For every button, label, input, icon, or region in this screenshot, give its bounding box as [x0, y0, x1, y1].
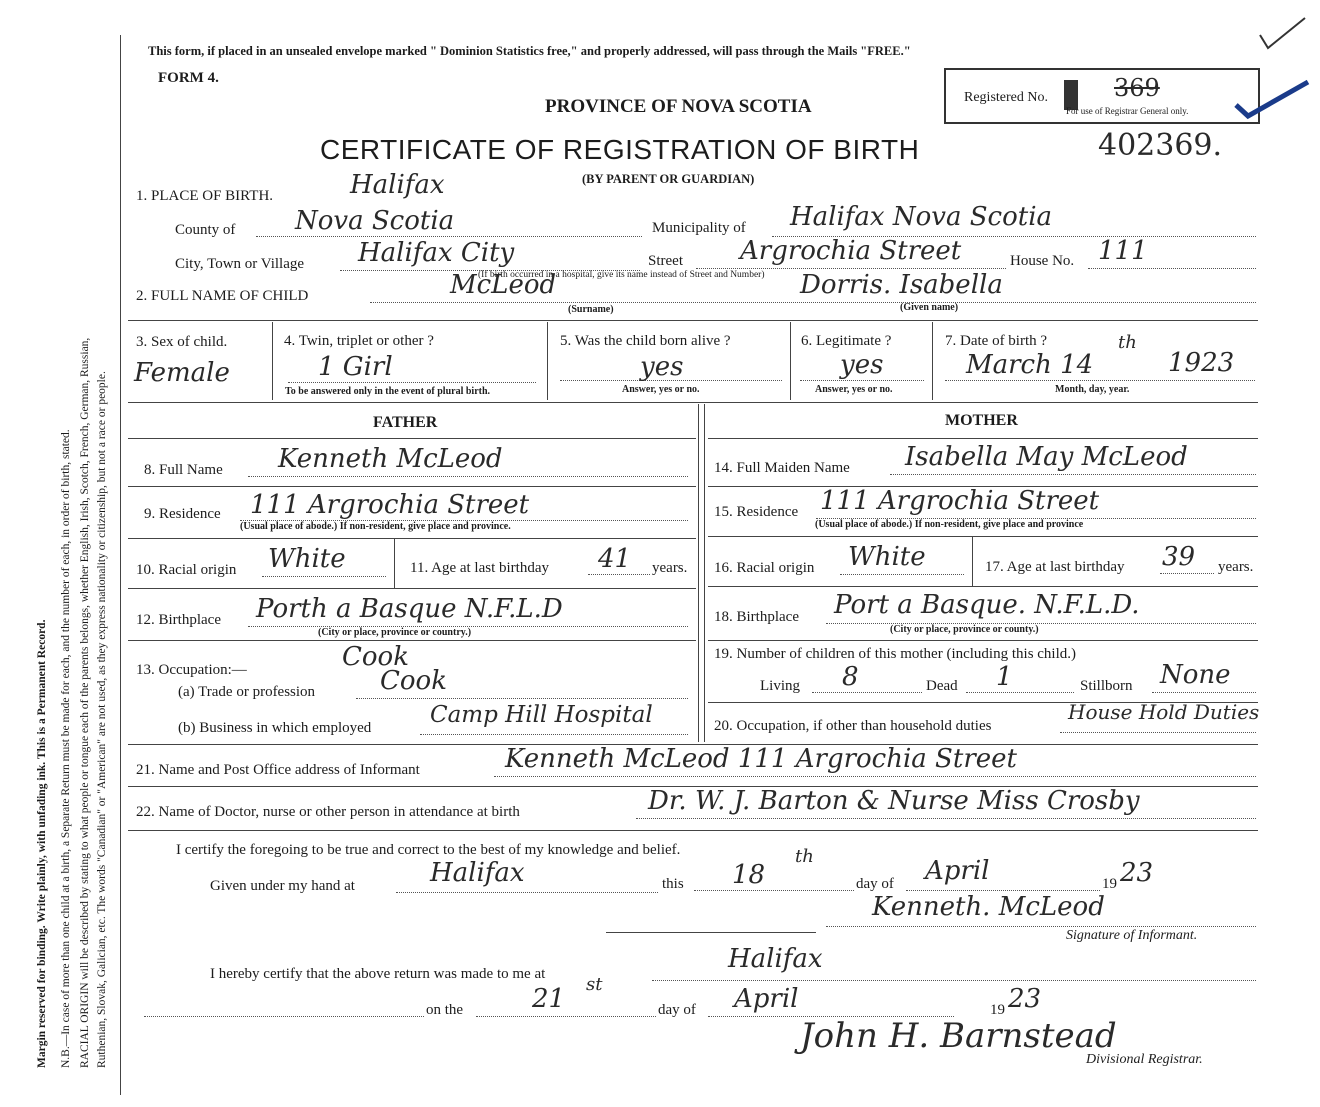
dob-value: March 14 [966, 350, 1094, 380]
registrar-day: 21 [532, 984, 566, 1014]
province-heading: PROVINCE OF NOVA SCOTIA [545, 96, 812, 117]
twin-label: 4. Twin, triplet or other ? [284, 333, 434, 349]
informant-label: 21. Name and Post Office address of Informant [136, 762, 420, 778]
registered-value: 369 [1114, 74, 1160, 102]
registrar-month: April [734, 984, 799, 1014]
twin-note: To be answered only in the event of plural birth. [285, 386, 491, 397]
sex-value: Female [134, 358, 230, 388]
margin-note-3: RACIAL ORIGIN will be described by stating to what people or tongue each of the parents belongs, whether English, Irish, Scotch, French, German, Russian, [79, 337, 91, 1068]
father-birthplace-label: 12. Birthplace [136, 612, 221, 628]
mother-name-label: 14. Full Maiden Name [714, 460, 850, 476]
father-race-label: 10. Racial origin [136, 562, 237, 578]
children-count-label: 19. Number of children of this mother (including this child.) [714, 646, 1077, 662]
binding-margin-line [120, 35, 121, 1095]
mother-residence: 111 Argrochia Street [820, 486, 1100, 516]
mother-occupation-label: 20. Occupation, if other than household duties [714, 718, 992, 734]
doctor-label: 22. Name of Doctor, nurse or other person in attendance at birth [136, 804, 520, 820]
mother-occupation: House Hold Duties [1068, 700, 1260, 724]
father-age-label: 11. Age at last birthday [410, 560, 549, 576]
registrar-on-label: on the [426, 1002, 464, 1018]
legitimate-value: yes [840, 350, 884, 380]
given-dayof-label: day of [856, 876, 894, 892]
certificate-title: CERTIFICATE OF REGISTRATION OF BIRTH [320, 134, 920, 165]
alive-value: yes [640, 352, 684, 382]
father-occupation-label: 13. Occupation:— [136, 662, 247, 678]
father-residence: 111 Argrochia Street [250, 490, 530, 520]
alive-label: 5. Was the child born alive ? [560, 333, 731, 349]
father-occupation: Cook [342, 642, 409, 672]
father-name-label: 8. Full Name [144, 462, 223, 478]
registered-box [944, 68, 1260, 124]
father-birthplace-note: (City or place, province or country.) [318, 627, 472, 638]
father-birthplace: Porth a Basque N.F.L.D [256, 594, 563, 624]
father-years-label: years. [652, 560, 688, 576]
mother-race-label: 16. Racial origin [714, 560, 815, 576]
given-day: 18 [732, 860, 766, 890]
father-race: White [268, 544, 346, 574]
dead-label: Dead [926, 678, 958, 694]
registrar-day-suffix: st [586, 974, 603, 995]
county-value: Nova Scotia [295, 206, 455, 236]
mother-birthplace: Port a Basque. N.F.L.D. [834, 590, 1140, 620]
registrar-year-prefix: 19 [990, 1002, 1005, 1018]
alive-note: Answer, yes or no. [622, 384, 700, 395]
stillborn-label: Stillborn [1080, 678, 1133, 694]
mother-age: 39 [1162, 542, 1196, 572]
street-label: Street [648, 253, 683, 269]
house-label: House No. [1010, 253, 1075, 269]
street-value: Argrochia Street [740, 236, 962, 266]
dead-value: 1 [996, 662, 1013, 692]
mother-heading: MOTHER [945, 412, 1018, 429]
living-value: 8 [842, 662, 859, 692]
margin-note-1: Margin reserved for binding. Write plainly, with unfading ink. This is a Permanent Record. [36, 619, 48, 1068]
child-surname: McLeod [450, 270, 557, 300]
living-label: Living [760, 678, 800, 694]
informant-signature-label: Signature of Informant. [1066, 928, 1198, 943]
mother-birthplace-label: 18. Birthplace [714, 609, 799, 625]
doctor-value: Dr. W. J. Barton & Nurse Miss Crosby [648, 786, 1140, 816]
registrar-statement: I hereby certify that the above return was made to me at [210, 966, 546, 982]
father-residence-label: 9. Residence [144, 506, 221, 522]
sex-label: 3. Sex of child. [136, 334, 228, 350]
certify-statement: I certify the foregoing to be true and correct to the best of my knowledge and belief. [176, 842, 681, 858]
registrar-place: Halifax [728, 944, 823, 974]
municipality-label: Municipality of [652, 220, 746, 236]
this-label: this [662, 876, 684, 892]
mother-age-label: 17. Age at last birthday [985, 559, 1125, 575]
twin-value: 1 Girl [318, 352, 393, 382]
mother-years-label: years. [1218, 559, 1254, 575]
mother-residence-label: 15. Residence [714, 504, 799, 520]
registrar-signature-label: Divisional Registrar. [1086, 1052, 1203, 1067]
municipality-value: Halifax Nova Scotia [790, 202, 1053, 232]
father-residence-note: (Usual place of abode.) If non-resident, give place and province. [240, 521, 511, 532]
father-business: Camp Hill Hospital [430, 702, 653, 728]
mail-note: This form, if placed in an unsealed envelope marked " Dominion Statistics free," and properly addressed, will pass through the Mails "FREE." [148, 44, 911, 58]
father-name: Kenneth McLeod [278, 444, 503, 474]
margin-note-4: Ruthenian, Slovak, Galician, etc. The words "Canadian" or "American" are not used, as they express nationality or citizenship, but not a race or people. [96, 371, 108, 1068]
registered-label: Registered No. [964, 90, 1048, 105]
check-mark-icon [1230, 10, 1320, 130]
dob-suffix: th [1118, 332, 1137, 353]
registrar-signature: John H. Barnstead [800, 1016, 1117, 1056]
legitimate-label: 6. Legitimate ? [801, 333, 892, 349]
place-of-birth-value: Halifax [350, 170, 445, 200]
mother-residence-note: (Usual place of abode.) If non-resident, give place and province [815, 519, 1084, 530]
dob-label: 7. Date of birth ? [945, 333, 1048, 349]
informant-signature: Kenneth. McLeod [872, 892, 1105, 922]
father-age: 41 [598, 544, 632, 574]
dob-year: 1923 [1168, 348, 1235, 378]
hospital-note: (If birth occurred in a hospital, give its name instead of Street and Number) [478, 270, 765, 280]
child-name-label: 2. FULL NAME OF CHILD [136, 288, 309, 304]
registrar-year: 23 [1008, 984, 1042, 1014]
father-trade: Cook [380, 666, 447, 696]
father-business-label: (b) Business in which employed [178, 720, 372, 736]
father-heading: FATHER [373, 414, 438, 431]
legitimate-note: Answer, yes or no. [815, 384, 893, 395]
child-given-name: Dorris. Isabella [800, 270, 1003, 300]
mother-name: Isabella May McLeod [905, 442, 1188, 472]
stillborn-value: None [1160, 660, 1231, 690]
given-month: April [925, 856, 990, 886]
registered-note: For use of Registrar General only. [1066, 106, 1189, 116]
certificate-subtitle: (BY PARENT OR GUARDIAN) [582, 172, 755, 186]
registrar-dayof-label: day of [658, 1002, 696, 1018]
informant-value: Kenneth McLeod 111 Argrochia Street [505, 744, 1017, 774]
given-name-note: (Given name) [900, 302, 959, 313]
place-of-birth-label: 1. PLACE OF BIRTH. [136, 188, 274, 204]
city-value: Halifax City [358, 238, 515, 268]
given-at-place: Halifax [430, 858, 525, 888]
city-label: City, Town or Village [175, 256, 305, 272]
surname-note: (Surname) [568, 304, 614, 315]
certificate-number: 402369. [1098, 128, 1223, 163]
county-label: County of [175, 222, 236, 238]
dob-note: Month, day, year. [1055, 384, 1130, 395]
mother-race: White [848, 542, 926, 572]
given-year-prefix: 19 [1102, 876, 1117, 892]
house-value: 111 [1098, 236, 1148, 266]
given-day-suffix: th [795, 846, 814, 867]
margin-note-2: N.B.—In case of more than one child at a birth, a Separate Return must be made for each, and the number of each, in order of birth, stated. [60, 429, 72, 1068]
given-at-label: Given under my hand at [210, 878, 355, 894]
father-trade-label: (a) Trade or profession [178, 684, 316, 700]
form-number: FORM 4. [158, 70, 219, 86]
mother-birthplace-note: (City or place, province or county.) [890, 624, 1039, 635]
given-year: 23 [1120, 858, 1154, 888]
